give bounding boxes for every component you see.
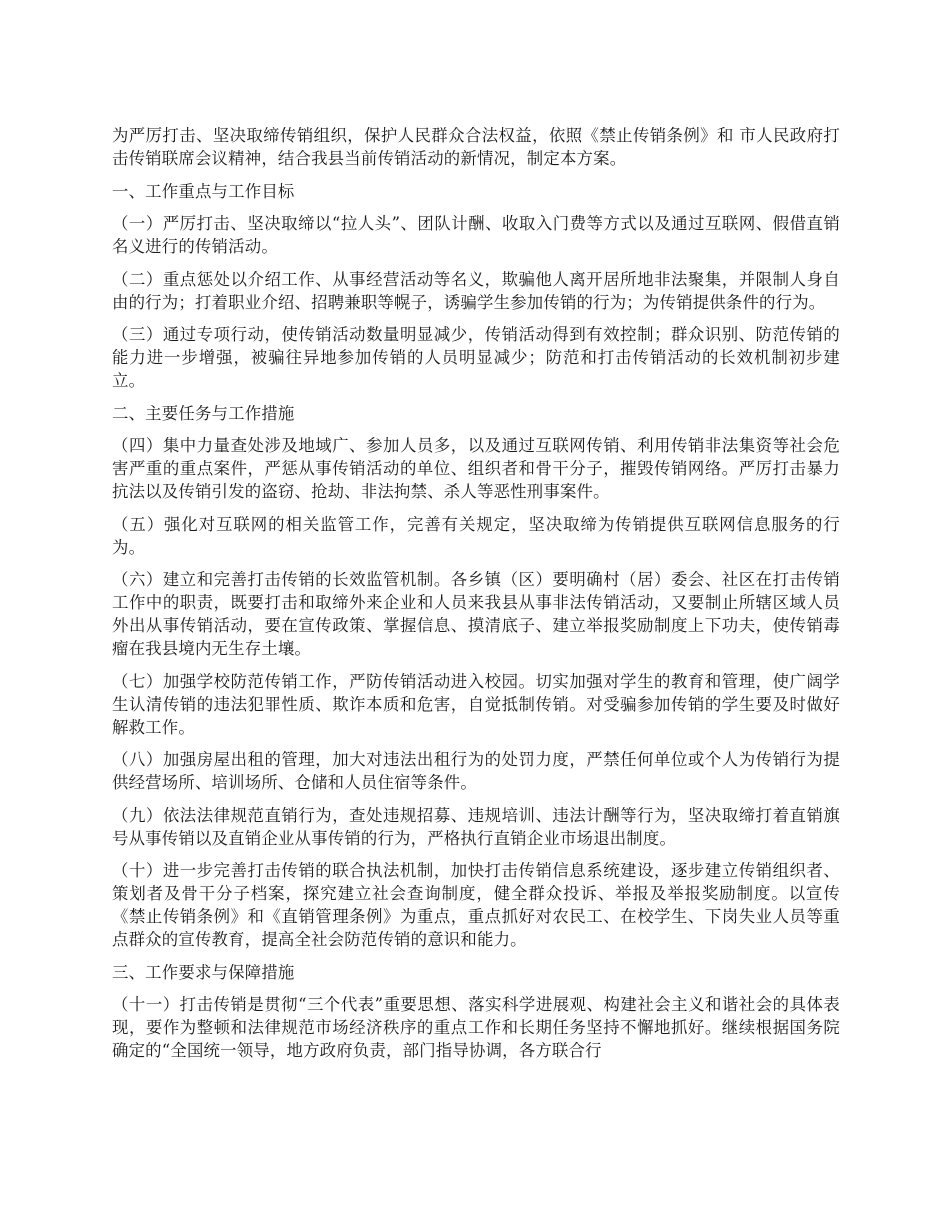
paragraph-item-1: （一）严厉打击、坚决取缔以“拉人头”、团队计酬、收取入门费等方式以及通过互联网、假借直销名义进行的传销活动。: [112, 214, 840, 256]
paragraph-item-10: （十）进一步完善打击传销的联合执法机制，加快打击传销信息系统建设，逐步建立传销组织者、策划者及骨干分子档案，探究建立社会查询制度，健全群众投诉、举报及举报奖励制度。以宣传《禁止传销条例》和《直销管理条例》为重点，重点抓好对农民工、在校学生、下岗失业人员等重点群众的宣传教育，提高全社会防范传销的意识和能力。: [112, 861, 840, 949]
section-heading-2: 二、主要任务与工作措施: [112, 403, 295, 423]
section-heading-3: 三、工作要求与保障措施: [112, 962, 295, 982]
intro-paragraph: 为严厉打击、坚决取缔传销组织，保护人民群众合法权益，依照《禁止传销条例》和 市人民政府打击传销联席会议精神，结合我县当前传销活动的新情况，制定本方案。: [112, 126, 840, 168]
paragraph-item-5: （五）强化对互联网的相关监管工作，完善有关规定，坚决取缔为传销提供互联网信息服务的行为。: [112, 514, 840, 557]
paragraph-item-9: （九）依法法律规范直销行为，查处违规招募、违规培训、违法计酬等行为，坚决取缔打着直销旗号从事传销以及直销企业从事传销的行为，严格执行直销企业市场退出制度。: [112, 805, 840, 848]
section-heading-1: 一、工作重点与工作目标: [112, 181, 295, 201]
paragraph-item-2: （二）重点惩处以介绍工作、从事经营活动等名义，欺骗他人离开居所地非法聚集，并限制人身自由的行为；打着职业介绍、招聘兼职等幌子，诱骗学生参加传销的行为；为传销提供条件的行为。: [112, 269, 840, 312]
paragraph-item-11: （十一）打击传销是贯彻“三个代表”重要思想、落实科学进展观、构建社会主义和谐社会的具体表现，要作为整顿和法律规范市场经济秩序的重点工作和长期任务坚持不懈地抓好。继续根据国务院确定的“全国统一领导，地方政府负责，部门指导协调，各方联合行: [112, 995, 840, 1060]
document-body: [112, 124, 840, 1072]
paragraph-item-6: （六）建立和完善打击传销的长效监管机制。各乡镇（区）要明确村（居）委会、社区在打击传销工作中的职责，既要打击和取缔外来企业和人员来我县从事非法传销活动，又要制止所辖区域人员外出从事传销活动，要在宣传政策、掌握信息、摸清底子、建立举报奖励制度上下功夫，使传销毒瘤在我县境内无生存土壤。: [112, 570, 840, 658]
paragraph-item-8: （八）加强房屋出租的管理，加大对违法出租行为的处罚力度，严禁任何单位或个人为传销行为提供经营场所、培训场所、仓储和人员住宿等条件。: [112, 750, 840, 792]
paragraph-item-4: （四）集中力量查处涉及地域广、参加人员多，以及通过互联网传销、利用传销非法集资等社会危害严重的重点案件，严惩从事传销活动的单位、组织者和骨干分子，摧毁传销网络。严厉打击暴力抗法以及传销引发的盗窃、抢劫、非法拘禁、杀人等恶性刑事案件。: [112, 436, 840, 501]
paragraph-item-3: （三）通过专项行动，使传销活动数量明显减少，传销活动得到有效控制；群众识别、防范传销的能力进一步增强，被骗往异地参加传销的人员明显减少；防范和打击传销活动的长效机制初步建立。: [112, 325, 840, 390]
paragraph-item-7: （七）加强学校防范传销工作，严防传销活动进入校园。切实加强对学生的教育和管理，使广阔学生认清传销的违法犯罪性质、欺诈本质和危害，自觉抵制传销。对受骗参加传销的学生要及时做好解救工作。: [112, 671, 840, 737]
